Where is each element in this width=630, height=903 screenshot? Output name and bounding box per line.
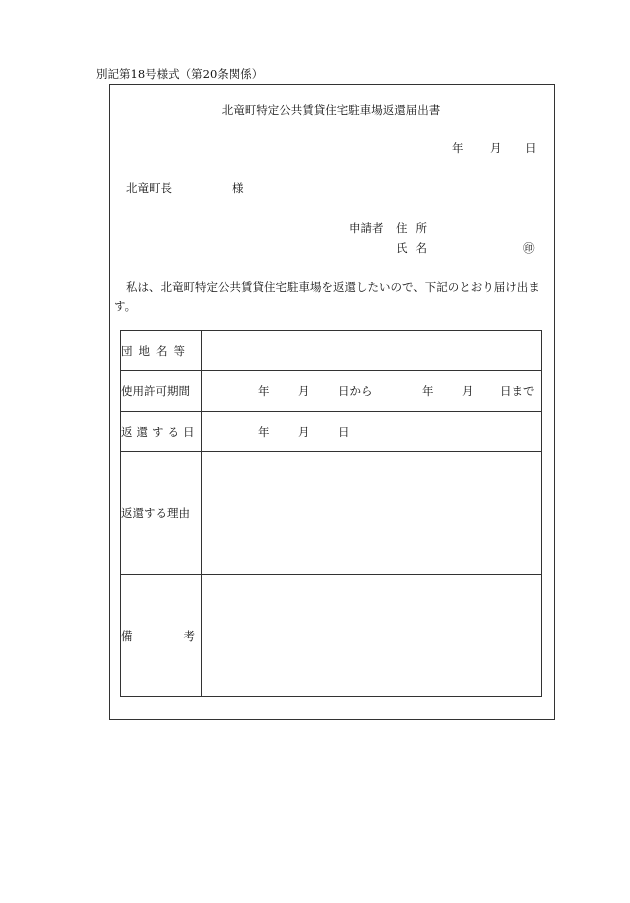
name-label: 氏名 [396, 241, 435, 255]
return-month: 月 [298, 424, 310, 439]
seal-mark: ㊞ [523, 241, 535, 255]
from-day: 日から [338, 384, 373, 398]
date-month-label: 月 [490, 141, 502, 155]
return-year: 年 [258, 424, 270, 439]
date-day-label: 日 [525, 141, 537, 155]
remarks-label-left: 備 [121, 628, 133, 643]
remarks-field[interactable] [202, 575, 542, 697]
permit-period-field[interactable] [202, 371, 542, 412]
remarks-label [121, 575, 202, 697]
estate-name-field[interactable] [202, 331, 542, 371]
permit-period-label: 使用許可期間 [121, 371, 202, 412]
return-date-label: 返還する日 [121, 412, 202, 452]
remarks-label-right: 考 [183, 628, 195, 643]
from-year: 年 [258, 384, 270, 398]
return-day: 日 [338, 424, 350, 439]
declaration-text: 私は、北竜町特定公共賃貸住宅駐車場を返還したいので、下記のとおり届け出ます。 [114, 280, 540, 313]
applicant-label: 申請者 [349, 221, 384, 235]
from-month: 月 [298, 384, 310, 398]
table-row [121, 452, 542, 575]
recipient-honorific: 様 [232, 181, 244, 195]
return-reason-field[interactable] [202, 452, 542, 575]
estate-name-label: 団地名等 [121, 331, 202, 371]
document-title: 北竜町特定公共賃貸住宅駐車場返還届出書 [221, 103, 441, 117]
date-year-label: 年 [452, 141, 464, 155]
to-year: 年 [422, 384, 434, 398]
to-month: 月 [462, 384, 474, 398]
table-row [121, 331, 542, 371]
to-day: 日まで [500, 384, 535, 398]
recipient-name: 北竜町長 [126, 181, 172, 195]
return-reason-label: 返還する理由 [121, 452, 202, 575]
form-table [120, 330, 542, 697]
form-number-label: 別記第18号様式（第20条関係） [96, 67, 264, 81]
table-row [121, 412, 542, 452]
address-label: 住所 [396, 221, 435, 235]
table-row [121, 575, 542, 697]
return-date-field[interactable] [202, 412, 542, 452]
table-row [121, 371, 542, 412]
